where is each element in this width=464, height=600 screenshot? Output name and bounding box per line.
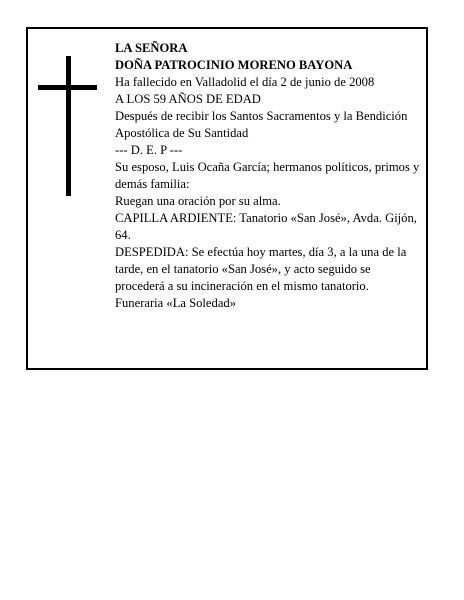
death-info: Ha fallecido en Valladolid el día 2 de junio de 2008 [115,75,375,89]
deceased-name: DOÑA PATROCINIO MORENO BAYONA [115,58,353,72]
farewell-info: DESPEDIDA: Se efectúa hoy martes, día 3, a la una de la tarde, en el tanatorio «San José», y acto seguido se procederá a su incineración en el mismo tanatorio. [115,245,407,293]
rip-text: --- D. E. P --- [115,143,183,157]
cross-vertical-bar [66,56,71,196]
notice-text-block [115,40,423,312]
funeral-home: Funeraria «La Soledad» [115,296,236,310]
age-at-death: A LOS 59 AÑOS DE EDAD [115,92,261,106]
notice-heading: LA SEÑORA [115,41,188,55]
chapel-info: CAPILLA ARDIENTE: Tanatorio «San José», Avda. Gijón, 64. [115,211,417,242]
obituary-notice [26,27,428,370]
cross-horizontal-bar [38,85,97,90]
sacraments-text: Después de recibir los Santos Sacramentos y la Bendición Apostólica de Su Santidad [115,109,408,140]
prayer-request: Ruegan una oración por su alma. [115,194,281,208]
family-text: Su esposo, Luis Ocaña García; hermanos políticos, primos y demás familia: [115,160,420,191]
